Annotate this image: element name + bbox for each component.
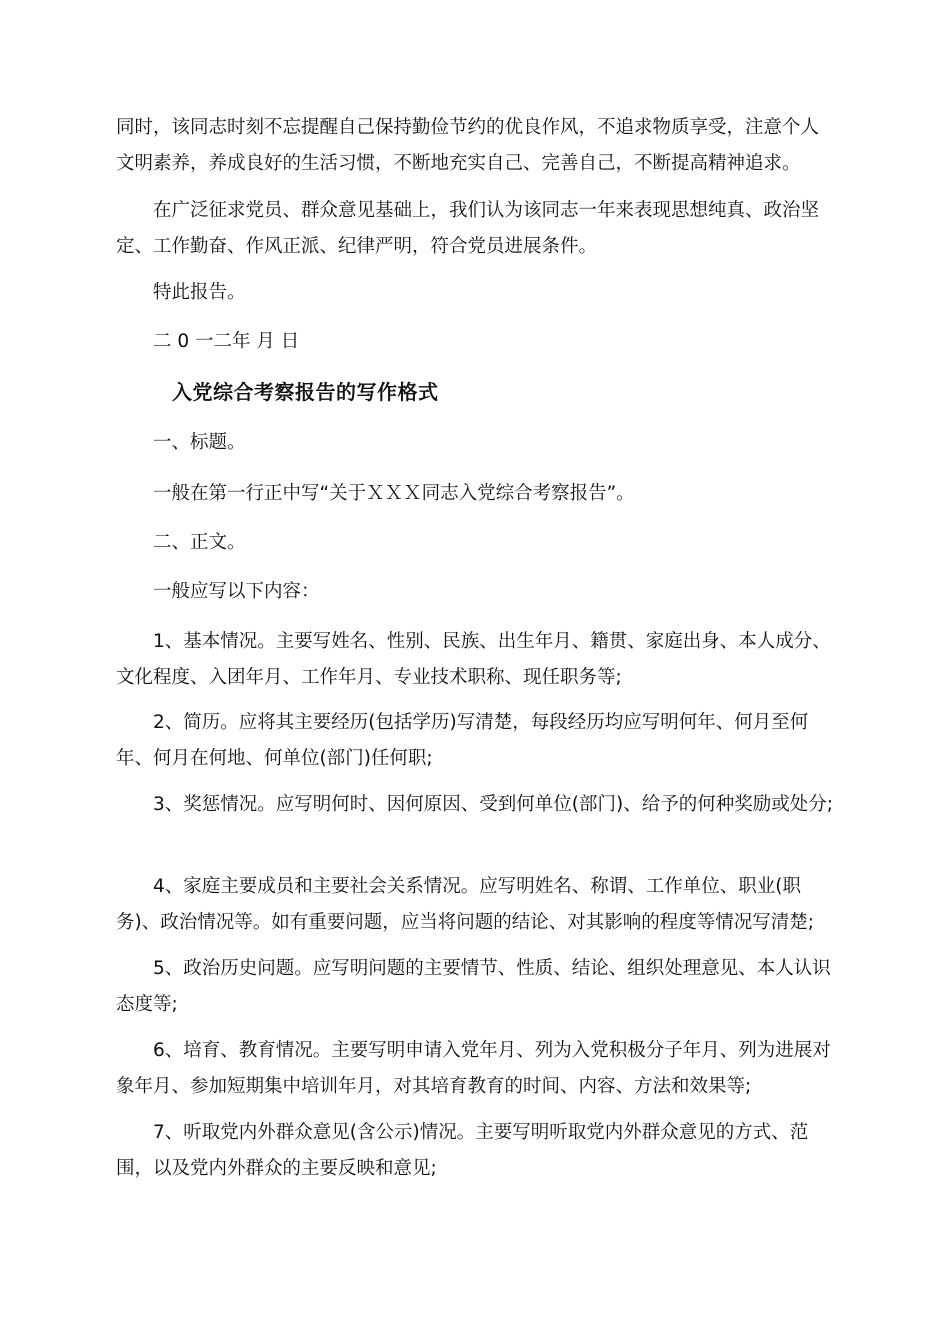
- list-item: 5、政治历史问题。应写明问题的主要情节、性质、结论、组织处理意见、本人认识态度等;: [116, 958, 831, 1015]
- list-item: 4、家庭主要成员和主要社会关系情况。应写明姓名、称谓、工作单位、职业(职务)、政治情况等。如有重要问题，应当将问题的结论、对其影响的程度等情况写清楚;: [116, 876, 814, 933]
- item-body-intro: 一般应写以下内容：: [153, 581, 320, 602]
- paragraph-continuation: 同时，该同志时刻不忘提醒自己保持勤俭节约的优良作风，不追求物质享受，注意个人文明素养，养成良好的生活习惯，不断地充实自己、完善自己，不断提高精神追求。: [116, 117, 820, 174]
- paragraph-assessment: 在广泛征求党员、群众意见基础上，我们认为该同志一年来表现思想纯真、政治坚定、工作勤奋、作风正派、纪律严明，符合党员进展条件。: [116, 200, 820, 257]
- item-title-body: 一般在第一行正中写“关于ＸＸＸ同志入党综合考察报告”。: [153, 483, 635, 504]
- paragraph-date: 二 0 一二年 月 日: [153, 331, 300, 352]
- list-item: 6、培育、教育情况。主要写明申请入党年月、列为入党积极分子年月、列为进展对象年月、参加短期集中培训年月，对其培育教育的时间、内容、方法和效果等;: [116, 1040, 831, 1097]
- item-title-heading: 一、标题。: [153, 432, 246, 453]
- list-item: 2、简历。应将其主要经历(包括学历)写清楚，每段经历均应写明何年、何月至何年、何月在何地、何单位(部门)任何职;: [116, 712, 809, 769]
- section-heading: 入党综合考察报告的写作格式: [172, 380, 439, 404]
- item-body-heading: 二、正文。: [153, 532, 246, 553]
- list-item: 7、听取党内外群众意见(含公示)情况。主要写明听取党内外群众意见的方式、范围，以及党内外群众的主要反映和意见;: [116, 1122, 809, 1179]
- list-item: 3、奖惩情况。应写明何时、因何原因、受到何单位(部门)、给予的何种奖励或处分;: [153, 794, 833, 815]
- paragraph-closing: 特此报告。: [153, 282, 246, 303]
- list-item: 1、基本情况。主要写姓名、性别、民族、出生年月、籍贯、家庭出身、本人成分、文化程度、入团年月、工作年月、专业技术职称、现任职务等;: [116, 631, 831, 688]
